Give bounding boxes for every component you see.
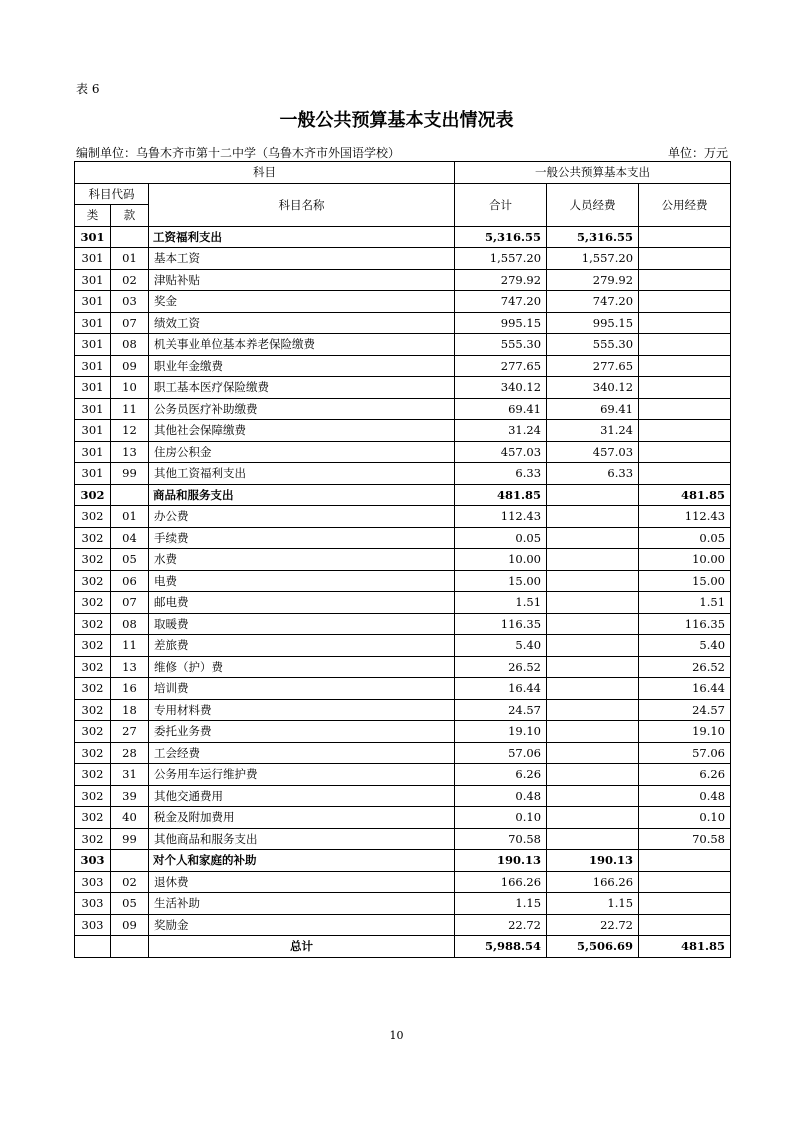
total-cell: 1,557.20	[455, 248, 547, 270]
total-cell: 190.13	[455, 850, 547, 872]
lei-cell: 302	[75, 527, 111, 549]
table-row	[75, 463, 731, 485]
subject-name-cell: 水费	[149, 549, 455, 571]
subject-name-cell: 机关事业单位基本养老保险缴费	[149, 334, 455, 356]
lei-cell: 303	[75, 850, 111, 872]
total-cell: 1.51	[455, 592, 547, 614]
public-use-cell: 0.05	[639, 527, 731, 549]
personnel-cell	[547, 656, 639, 678]
total-cell: 555.30	[455, 334, 547, 356]
personnel-cell	[547, 807, 639, 829]
personnel-cell: 1,557.20	[547, 248, 639, 270]
public-use-cell	[639, 269, 731, 291]
unit-info-row	[76, 144, 728, 160]
personnel-cell	[547, 527, 639, 549]
public-use-cell	[639, 893, 731, 915]
header-row-1	[75, 162, 731, 184]
personnel-cell	[547, 549, 639, 571]
subject-name-cell: 其他社会保障缴费	[149, 420, 455, 442]
public-use-cell: 26.52	[639, 656, 731, 678]
subject-name-cell: 绩效工资	[149, 312, 455, 334]
table-row	[75, 807, 731, 829]
compiling-unit: 编制单位：乌鲁木齐市第十二中学（乌鲁木齐市外国语学校）	[76, 146, 401, 160]
subject-name-cell: 委托业务费	[149, 721, 455, 743]
kuan-cell: 04	[111, 527, 149, 549]
lei-cell: 303	[75, 871, 111, 893]
total-cell: 277.65	[455, 355, 547, 377]
lei-cell: 301	[75, 420, 111, 442]
table-row	[75, 678, 731, 700]
total-cell: 995.15	[455, 312, 547, 334]
empty-cell	[111, 936, 149, 958]
header-subject: 科目	[75, 162, 455, 184]
lei-cell: 302	[75, 506, 111, 528]
personnel-cell: 22.72	[547, 914, 639, 936]
total-cell: 31.24	[455, 420, 547, 442]
kuan-cell: 39	[111, 785, 149, 807]
header-row-2	[75, 183, 731, 205]
lei-cell: 302	[75, 699, 111, 721]
personnel-cell	[547, 570, 639, 592]
subject-name-cell: 住房公积金	[149, 441, 455, 463]
header-expenditure: 一般公共预算基本支出	[455, 162, 731, 184]
header-subject-name: 科目名称	[149, 183, 455, 226]
kuan-cell: 02	[111, 269, 149, 291]
lei-cell: 301	[75, 355, 111, 377]
lei-cell: 301	[75, 441, 111, 463]
public-use-cell	[639, 914, 731, 936]
lei-cell: 302	[75, 807, 111, 829]
table-row	[75, 785, 731, 807]
total-cell: 6.26	[455, 764, 547, 786]
lei-cell: 302	[75, 592, 111, 614]
public-use-cell	[639, 398, 731, 420]
table-row	[75, 850, 731, 872]
grand-total-value: 5,988.54	[455, 936, 547, 958]
total-cell: 1.15	[455, 893, 547, 915]
total-cell: 19.10	[455, 721, 547, 743]
kuan-cell: 99	[111, 828, 149, 850]
lei-cell: 302	[75, 549, 111, 571]
table-row	[75, 721, 731, 743]
public-use-cell: 16.44	[639, 678, 731, 700]
total-cell: 481.85	[455, 484, 547, 506]
lei-cell: 302	[75, 742, 111, 764]
grand-total-row	[75, 936, 731, 958]
kuan-cell: 05	[111, 893, 149, 915]
lei-cell: 301	[75, 312, 111, 334]
subject-name-cell: 其他商品和服务支出	[149, 828, 455, 850]
kuan-cell: 11	[111, 635, 149, 657]
personnel-cell: 1.15	[547, 893, 639, 915]
table-row	[75, 248, 731, 270]
total-cell: 70.58	[455, 828, 547, 850]
lei-cell: 301	[75, 334, 111, 356]
table-row	[75, 549, 731, 571]
subject-name-cell: 办公费	[149, 506, 455, 528]
kuan-cell: 10	[111, 377, 149, 399]
public-use-cell	[639, 377, 731, 399]
kuan-cell: 07	[111, 592, 149, 614]
personnel-cell: 5,316.55	[547, 226, 639, 248]
table-row	[75, 613, 731, 635]
table-row	[75, 764, 731, 786]
table-row	[75, 441, 731, 463]
table-row	[75, 484, 731, 506]
personnel-cell	[547, 699, 639, 721]
personnel-cell: 31.24	[547, 420, 639, 442]
lei-cell: 301	[75, 269, 111, 291]
lei-cell: 302	[75, 635, 111, 657]
subject-name-cell: 差旅费	[149, 635, 455, 657]
page-title: 一般公共预算基本支出情况表	[279, 110, 514, 131]
personnel-cell: 555.30	[547, 334, 639, 356]
lei-cell: 302	[75, 785, 111, 807]
kuan-cell: 07	[111, 312, 149, 334]
total-cell: 0.48	[455, 785, 547, 807]
kuan-cell: 12	[111, 420, 149, 442]
table-row	[75, 742, 731, 764]
public-use-cell	[639, 420, 731, 442]
table-row	[75, 269, 731, 291]
kuan-cell: 09	[111, 914, 149, 936]
public-use-cell	[639, 441, 731, 463]
subject-name-cell: 工会经费	[149, 742, 455, 764]
kuan-cell: 09	[111, 355, 149, 377]
grand-total-label: 总计	[149, 936, 455, 958]
table-row	[75, 893, 731, 915]
public-use-cell	[639, 463, 731, 485]
table-row	[75, 334, 731, 356]
table-row	[75, 570, 731, 592]
header-public-use: 公用经费	[639, 183, 731, 226]
personnel-cell: 457.03	[547, 441, 639, 463]
personnel-cell: 995.15	[547, 312, 639, 334]
empty-cell	[75, 936, 111, 958]
kuan-cell: 31	[111, 764, 149, 786]
public-use-cell: 1.51	[639, 592, 731, 614]
budget-table	[74, 161, 731, 958]
kuan-cell: 08	[111, 613, 149, 635]
table-label: 表 6	[76, 82, 100, 96]
kuan-cell: 16	[111, 678, 149, 700]
subject-name-cell: 职业年金缴费	[149, 355, 455, 377]
public-use-cell: 19.10	[639, 721, 731, 743]
header-kuan: 款	[111, 205, 149, 227]
table-row	[75, 656, 731, 678]
public-use-cell	[639, 334, 731, 356]
total-cell: 340.12	[455, 377, 547, 399]
total-cell: 22.72	[455, 914, 547, 936]
subject-name-cell: 基本工资	[149, 248, 455, 270]
lei-cell: 301	[75, 291, 111, 313]
public-use-cell: 70.58	[639, 828, 731, 850]
kuan-cell: 13	[111, 656, 149, 678]
lei-cell: 301	[75, 398, 111, 420]
personnel-cell	[547, 742, 639, 764]
subject-name-cell: 公务用车运行维护费	[149, 764, 455, 786]
public-use-cell: 116.35	[639, 613, 731, 635]
kuan-cell: 02	[111, 871, 149, 893]
currency-unit: 单位：万元	[667, 146, 728, 160]
public-use-cell: 15.00	[639, 570, 731, 592]
total-cell: 747.20	[455, 291, 547, 313]
personnel-cell	[547, 484, 639, 506]
table-row	[75, 312, 731, 334]
kuan-cell	[111, 484, 149, 506]
lei-cell: 301	[75, 248, 111, 270]
total-cell: 0.05	[455, 527, 547, 549]
subject-name-cell: 培训费	[149, 678, 455, 700]
kuan-cell	[111, 226, 149, 248]
total-cell: 116.35	[455, 613, 547, 635]
subject-name-cell: 工资福利支出	[149, 226, 455, 248]
header-lei: 类	[75, 205, 111, 227]
kuan-cell: 08	[111, 334, 149, 356]
table-row	[75, 398, 731, 420]
public-use-cell	[639, 850, 731, 872]
total-cell: 112.43	[455, 506, 547, 528]
total-cell: 5,316.55	[455, 226, 547, 248]
table-row	[75, 226, 731, 248]
personnel-cell	[547, 828, 639, 850]
subject-name-cell: 公务员医疗补助缴费	[149, 398, 455, 420]
total-cell: 69.41	[455, 398, 547, 420]
kuan-cell: 13	[111, 441, 149, 463]
grand-total-personnel: 5,506.69	[547, 936, 639, 958]
personnel-cell	[547, 506, 639, 528]
page-number: 10	[389, 1029, 404, 1042]
table-row	[75, 871, 731, 893]
kuan-cell: 27	[111, 721, 149, 743]
personnel-cell: 279.92	[547, 269, 639, 291]
personnel-cell: 69.41	[547, 398, 639, 420]
personnel-cell	[547, 785, 639, 807]
kuan-cell: 40	[111, 807, 149, 829]
subject-name-cell: 税金及附加费用	[149, 807, 455, 829]
subject-name-cell: 商品和服务支出	[149, 484, 455, 506]
lei-cell: 302	[75, 828, 111, 850]
personnel-cell: 340.12	[547, 377, 639, 399]
public-use-cell	[639, 312, 731, 334]
total-cell: 24.57	[455, 699, 547, 721]
subject-name-cell: 专用材料费	[149, 699, 455, 721]
subject-name-cell: 对个人和家庭的补助	[149, 850, 455, 872]
total-cell: 279.92	[455, 269, 547, 291]
public-use-cell	[639, 291, 731, 313]
personnel-cell: 166.26	[547, 871, 639, 893]
total-cell: 26.52	[455, 656, 547, 678]
public-use-cell	[639, 248, 731, 270]
public-use-cell	[639, 226, 731, 248]
public-use-cell: 481.85	[639, 484, 731, 506]
kuan-cell: 06	[111, 570, 149, 592]
subject-name-cell: 奖励金	[149, 914, 455, 936]
subject-name-cell: 邮电费	[149, 592, 455, 614]
public-use-cell	[639, 871, 731, 893]
lei-cell: 303	[75, 893, 111, 915]
total-cell: 0.10	[455, 807, 547, 829]
table-row	[75, 377, 731, 399]
lei-cell: 302	[75, 570, 111, 592]
lei-cell: 303	[75, 914, 111, 936]
personnel-cell	[547, 635, 639, 657]
table-row	[75, 506, 731, 528]
subject-name-cell: 维修（护）费	[149, 656, 455, 678]
table-row	[75, 420, 731, 442]
personnel-cell	[547, 678, 639, 700]
lei-cell: 301	[75, 226, 111, 248]
kuan-cell: 05	[111, 549, 149, 571]
lei-cell: 302	[75, 484, 111, 506]
public-use-cell: 57.06	[639, 742, 731, 764]
kuan-cell: 11	[111, 398, 149, 420]
total-cell: 57.06	[455, 742, 547, 764]
subject-name-cell: 津贴补贴	[149, 269, 455, 291]
personnel-cell	[547, 592, 639, 614]
personnel-cell	[547, 721, 639, 743]
subject-name-cell: 生活补助	[149, 893, 455, 915]
header-subject-code: 科目代码	[75, 183, 149, 205]
public-use-cell	[639, 355, 731, 377]
total-cell: 5.40	[455, 635, 547, 657]
lei-cell: 301	[75, 377, 111, 399]
grand-total-public: 481.85	[639, 936, 731, 958]
subject-name-cell: 手续费	[149, 527, 455, 549]
personnel-cell	[547, 764, 639, 786]
personnel-cell: 747.20	[547, 291, 639, 313]
subject-name-cell: 其他交通费用	[149, 785, 455, 807]
kuan-cell: 01	[111, 506, 149, 528]
lei-cell: 302	[75, 764, 111, 786]
kuan-cell	[111, 850, 149, 872]
lei-cell: 302	[75, 721, 111, 743]
lei-cell: 302	[75, 613, 111, 635]
public-use-cell: 112.43	[639, 506, 731, 528]
public-use-cell: 5.40	[639, 635, 731, 657]
personnel-cell: 6.33	[547, 463, 639, 485]
total-cell: 6.33	[455, 463, 547, 485]
public-use-cell: 6.26	[639, 764, 731, 786]
kuan-cell: 01	[111, 248, 149, 270]
lei-cell: 301	[75, 463, 111, 485]
table-row	[75, 914, 731, 936]
table-row	[75, 635, 731, 657]
kuan-cell: 03	[111, 291, 149, 313]
total-cell: 16.44	[455, 678, 547, 700]
subject-name-cell: 奖金	[149, 291, 455, 313]
table-row	[75, 828, 731, 850]
total-cell: 15.00	[455, 570, 547, 592]
header-total: 合计	[455, 183, 547, 226]
total-cell: 10.00	[455, 549, 547, 571]
subject-name-cell: 退休费	[149, 871, 455, 893]
subject-name-cell: 电费	[149, 570, 455, 592]
lei-cell: 302	[75, 656, 111, 678]
personnel-cell: 277.65	[547, 355, 639, 377]
subject-name-cell: 其他工资福利支出	[149, 463, 455, 485]
subject-name-cell: 取暖费	[149, 613, 455, 635]
table-row	[75, 592, 731, 614]
header-personnel: 人员经费	[547, 183, 639, 226]
lei-cell: 302	[75, 678, 111, 700]
subject-name-cell: 职工基本医疗保险缴费	[149, 377, 455, 399]
personnel-cell	[547, 613, 639, 635]
total-cell: 166.26	[455, 871, 547, 893]
public-use-cell: 24.57	[639, 699, 731, 721]
public-use-cell: 0.10	[639, 807, 731, 829]
kuan-cell: 28	[111, 742, 149, 764]
personnel-cell: 190.13	[547, 850, 639, 872]
total-cell: 457.03	[455, 441, 547, 463]
public-use-cell: 0.48	[639, 785, 731, 807]
table-row	[75, 699, 731, 721]
table-row	[75, 355, 731, 377]
kuan-cell: 18	[111, 699, 149, 721]
kuan-cell: 99	[111, 463, 149, 485]
table-row	[75, 527, 731, 549]
table-row	[75, 291, 731, 313]
public-use-cell: 10.00	[639, 549, 731, 571]
